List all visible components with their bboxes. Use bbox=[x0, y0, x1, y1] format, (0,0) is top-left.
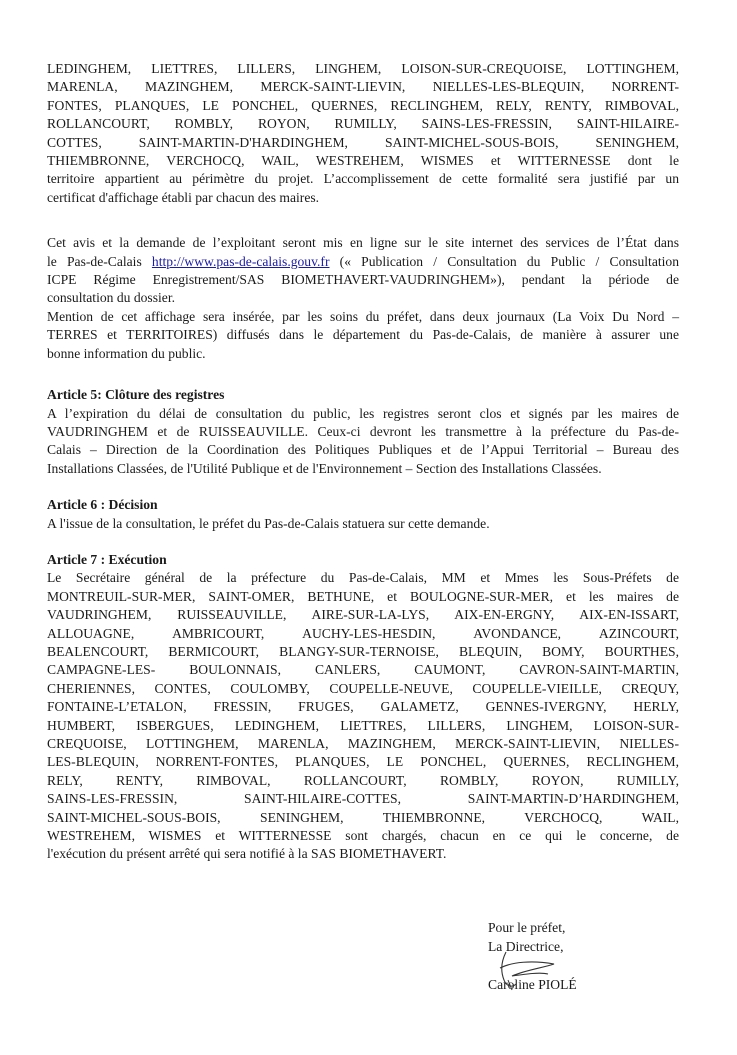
text-line: Cet avis et la demande de l’exploitant seront mis en ligne sur le site internet des services de l’État dans bbox=[47, 235, 679, 251]
text-line: HUMBERT, ISBERGUES, LEDINGHEM, LIETTRES, LILLERS, LINGHEM, LOISON-SUR- bbox=[47, 717, 679, 733]
text-line: MARENLA, MAZINGHEM, MERCK-SAINT-LIEVIN, NIELLES-LES-BLEQUIN, NORRENT- bbox=[47, 79, 679, 95]
text-line: Mention de cet affichage sera insérée, par les soins du préfet, dans deux journaux (La Voix Du Nord – bbox=[47, 308, 679, 324]
text-line: VAUDRINGHEM, RUISSEAUVILLE, AIRE-SUR-LA-LYS, AIX-EN-ERGNY, AIX-EN-ISSART, bbox=[47, 607, 679, 623]
article-heading: Article 6 : Décision bbox=[47, 497, 158, 513]
text-line: SAINS-LES-FRESSIN, SAINT-HILAIRE-COTTES, SAINT-MARTIN-D’HARDINGHEM, bbox=[47, 791, 679, 807]
document-body bbox=[47, 60, 679, 864]
text-line: VAUDRINGHEM et de RUISSEAUVILLE. Ceux-ci devront les transmettre à la préfecture du Pas-de- bbox=[47, 423, 679, 439]
paragraph-newspaper-notice bbox=[47, 308, 679, 363]
text-line: RELY, RENTY, RIMBOVAL, ROLLANCOURT, ROMBLY, ROYON, RUMILLY, bbox=[47, 772, 679, 788]
text-line: territoire appartient au périmètre du projet. L’accomplissement de cette formalité sera justifié par un bbox=[47, 171, 679, 187]
text-line: Le Secrétaire général de la préfecture du Pas-de-Calais, MM et Mmes les Sous-Préfets de bbox=[47, 570, 679, 586]
paragraph-online-notice bbox=[47, 234, 679, 308]
text-line: ICPE Régime Enregistrement/SAS BIOMETHAVERT-VAUDRINGHEM»), pendant la période de bbox=[47, 272, 679, 288]
text-line: CHERIENNES, CONTES, COULOMBY, COUPELLE-NEUVE, COUPELLE-VIEILLE, CREQUY, bbox=[47, 680, 679, 696]
text-line: FONTAINE-L’ETALON, FRESSIN, FRUGES, GALAMETZ, GENNES-IVERGNY, HERLY, bbox=[47, 699, 679, 715]
text-line: TERRES et TERRITOIRES) diffusés dans le département du Pas-de-Calais, de manière à assurer une bbox=[47, 327, 679, 343]
signature-line: Pour le préfet, bbox=[488, 920, 566, 935]
article-5 bbox=[47, 386, 679, 478]
text-line: ROLLANCOURT, ROMBLY, ROYON, RUMILLY, SAINS-LES-FRESSIN, SAINT-HILAIRE- bbox=[47, 116, 679, 132]
article-7 bbox=[47, 551, 679, 864]
signatory-name: Caroline PIOLÉ bbox=[488, 977, 577, 992]
text-span: (« Publication / Consultation du Public / Consultation bbox=[329, 253, 679, 269]
text-line: LEDINGHEM, LIETTRES, LILLERS, LINGHEM, LOISON-SUR-CREQUOISE, LOTTINGHEM, bbox=[47, 61, 679, 76]
signature-line: La Directrice, bbox=[488, 939, 564, 954]
text-line: l'exécution du présent arrêté qui sera notifié à la SAS BIOMETHAVERT. bbox=[47, 846, 447, 862]
text-line: consultation du dossier. bbox=[47, 290, 175, 306]
text-line: FONTES, PLANQUES, LE PONCHEL, QUERNES, RECLINGHEM, RELY, RENTY, RIMBOVAL, bbox=[47, 97, 679, 113]
text-line bbox=[47, 253, 679, 271]
text-line: WESTREHEM, WISMES et WITTERNESSE sont chargés, chacun en ce qui le concerne, de bbox=[47, 828, 679, 844]
text-line: MONTREUIL-SUR-MER, SAINT-OMER, BETHUNE, et BOULOGNE-SUR-MER, et les maires de bbox=[47, 588, 679, 604]
text-line: A l’expiration du délai de consultation du public, les registres seront clos et signés par les maires de bbox=[47, 405, 679, 421]
text-line: Calais – Direction de la Coordination des Politiques Publiques et de l’Appui Territorial – Bureau des bbox=[47, 442, 679, 458]
text-line: CREQUOISE, LOTTINGHEM, MARENLA, MAZINGHEM, MERCK-SAINT-LIEVIN, NIELLES- bbox=[47, 736, 679, 751]
text-span: le Pas-de-Calais bbox=[47, 253, 152, 269]
text-line: THIEMBRONNE, VERCHOCQ, WAIL, WESTREHEM, WISMES et WITTERNESSE dont le bbox=[47, 153, 679, 169]
text-line: certificat d'affichage établi par chacun des maires. bbox=[47, 189, 320, 205]
article-heading: Article 7 : Exécution bbox=[47, 551, 167, 567]
text-line: BEALENCOURT, BERMICOURT, BLANGY-SUR-TERNOISE, BLEQUIN, BOMY, BOURTHES, bbox=[47, 643, 679, 659]
text-line: bonne information du public. bbox=[47, 345, 206, 361]
text-line: Installations Classées, de l'Utilité Publique et de l'Environnement – Section des Installations Classées. bbox=[47, 460, 602, 476]
article-heading: Article 5: Clôture des registres bbox=[47, 387, 225, 403]
article-6 bbox=[47, 496, 679, 533]
text-line: A l'issue de la consultation, le préfet du Pas-de-Calais statuera sur cette demande. bbox=[47, 515, 490, 531]
text-line: ALLOUAGNE, AMBRICOURT, AUCHY-LES-HESDIN, AVONDANCE, AZINCOURT, bbox=[47, 625, 679, 641]
text-line: CAMPAGNE-LES- BOULONNAIS, CANLERS, CAUMONT, CAVRON-SAINT-MARTIN, bbox=[47, 662, 679, 678]
handwritten-signature bbox=[482, 950, 562, 992]
text-line: LES-BLEQUIN, NORRENT-FONTES, PLANQUES, LE PONCHEL, QUERNES, RECLINGHEM, bbox=[47, 754, 679, 770]
text-line: SAINT-MICHEL-SOUS-BOIS, SENINGHEM, THIEMBRONNE, VERCHOCQ, WAIL, bbox=[47, 809, 679, 825]
prefecture-website-link[interactable]: http://www.pas-de-calais.gouv.fr bbox=[151, 253, 330, 269]
paragraph-commune-list bbox=[47, 60, 679, 207]
text-line: COTTES, SAINT-MARTIN-D'HARDINGHEM, SAINT-MICHEL-SOUS-BOIS, SENINGHEM, bbox=[47, 134, 679, 150]
